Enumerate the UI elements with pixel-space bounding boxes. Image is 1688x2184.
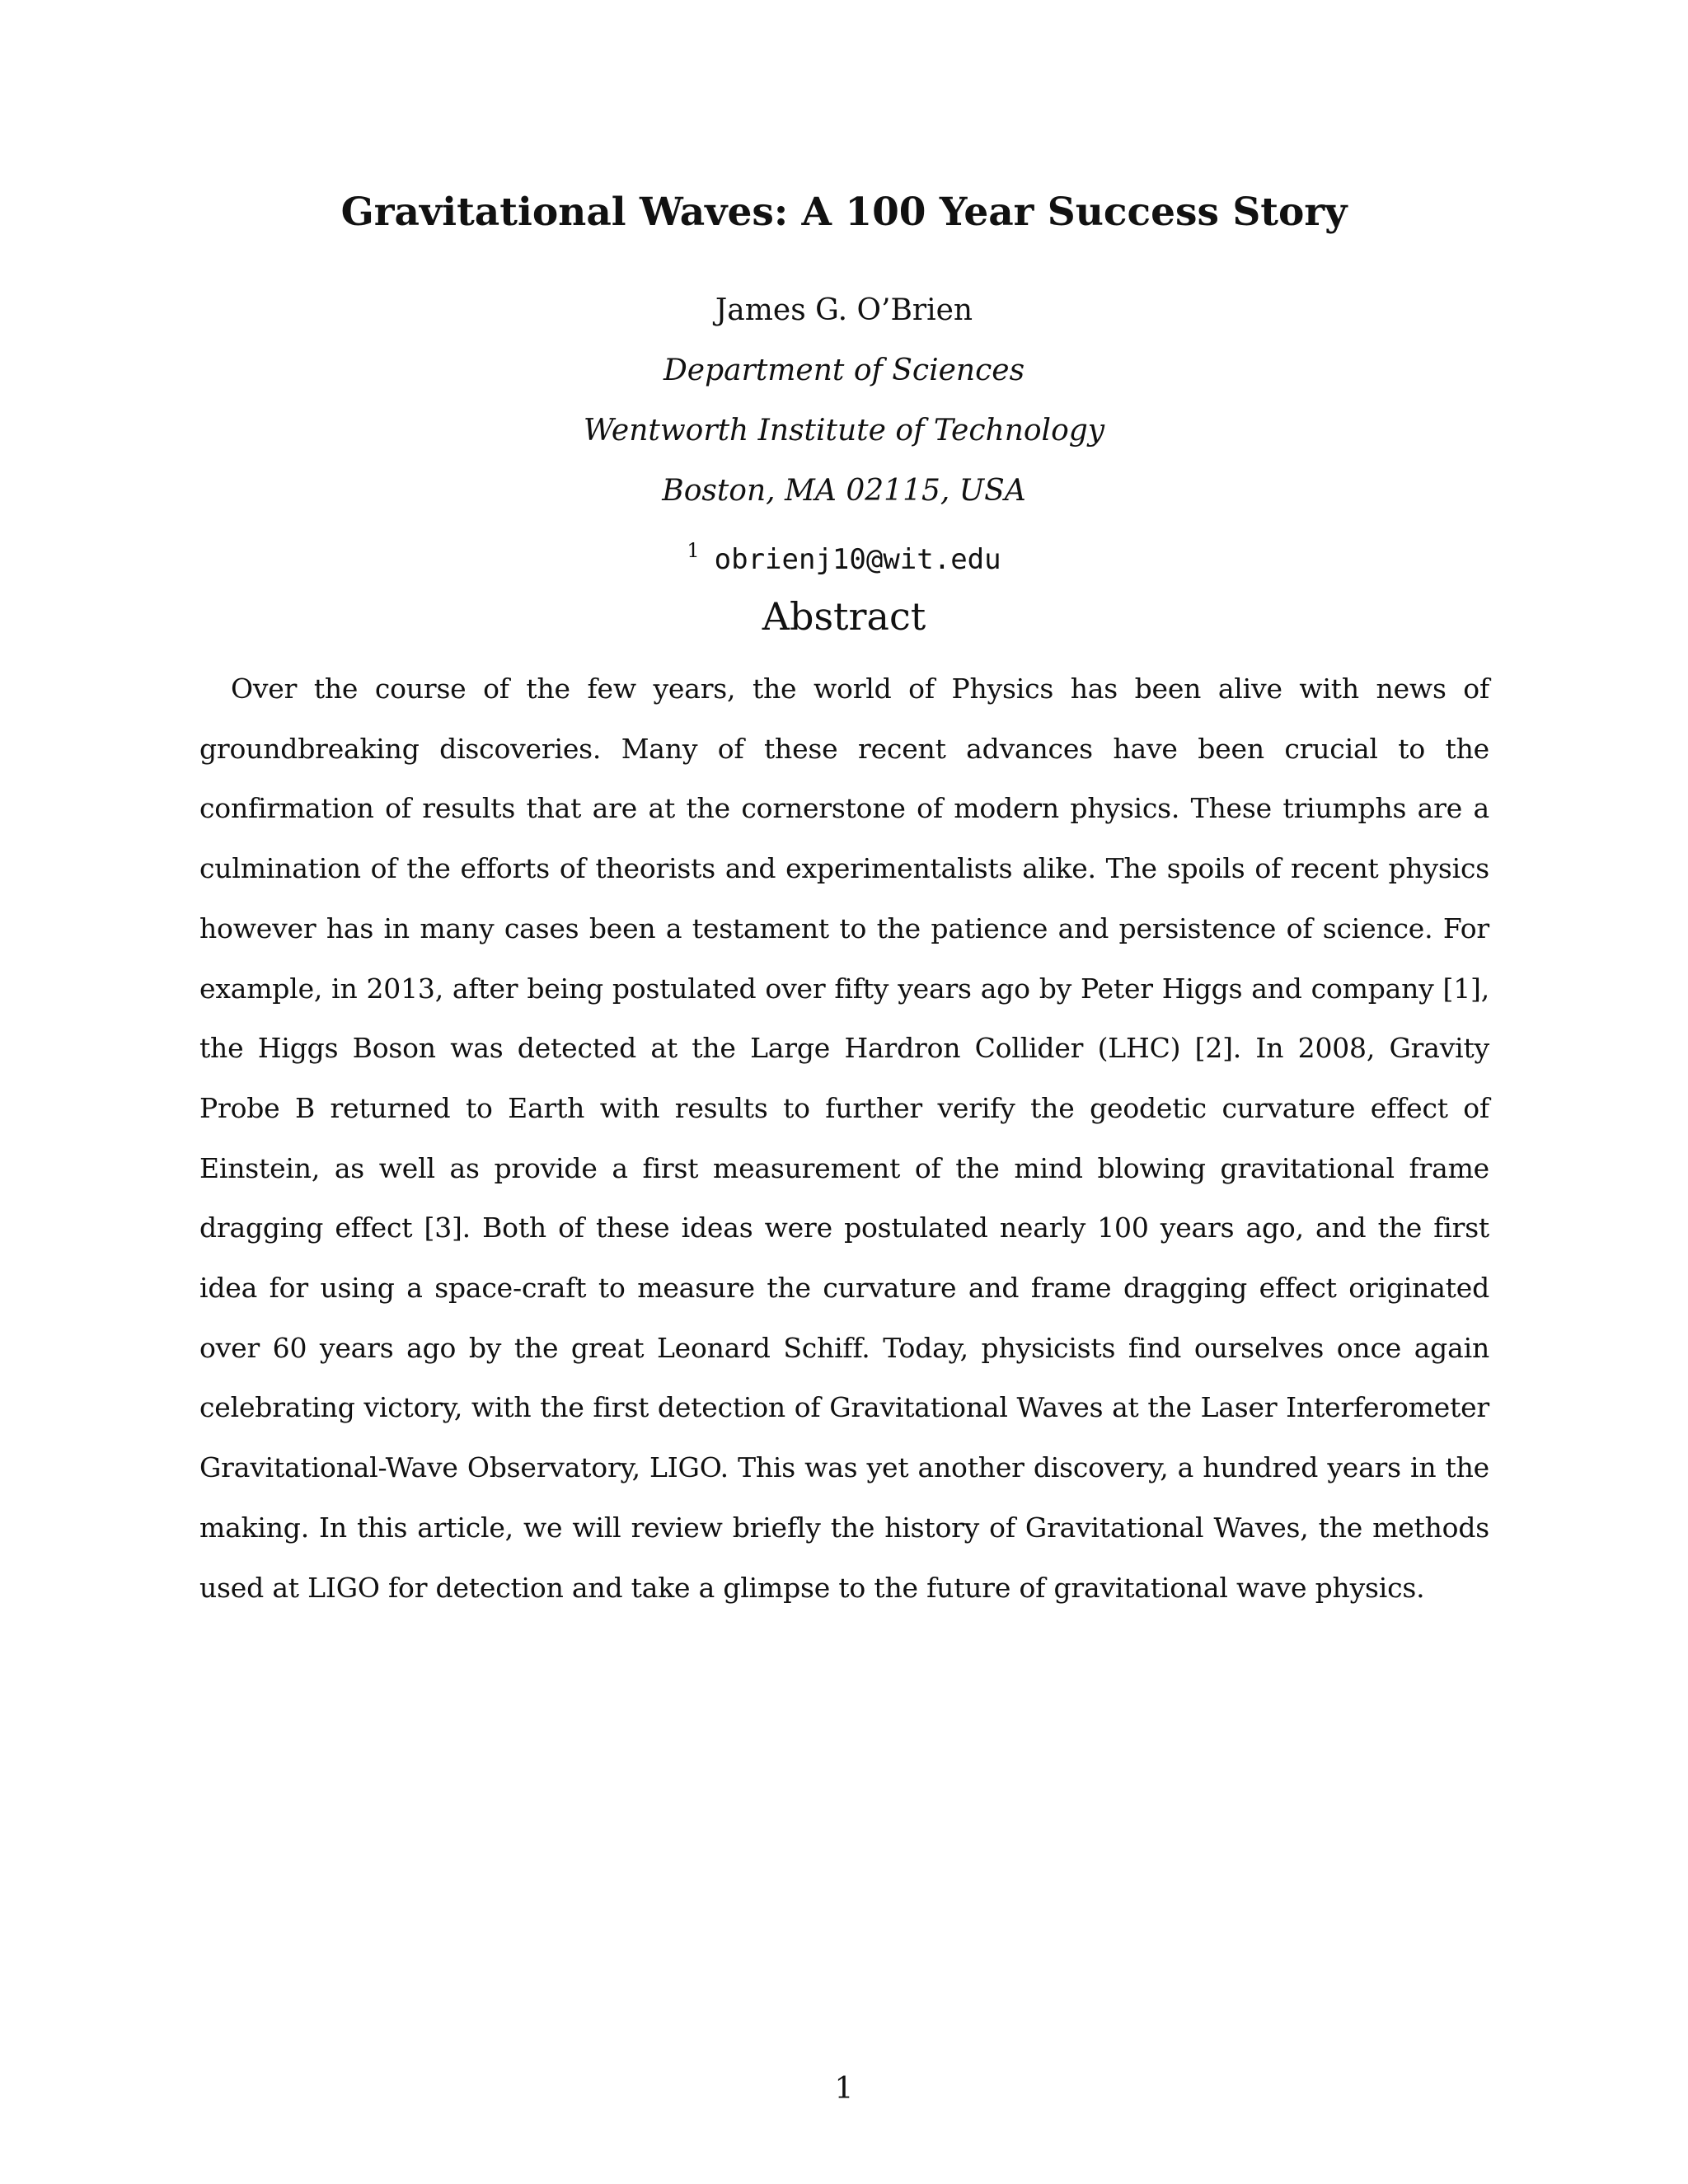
author-email-line (0, 521, 1688, 581)
paper-title: Gravitational Waves: A 100 Year Success Story (340, 190, 1348, 235)
page-number: 1 (834, 2072, 854, 2106)
abstract-heading: Abstract (762, 594, 926, 639)
abstract-text: Over the course of the few years, the world of Physics has been alive with news of groundbreaking discoveries. Many of these recent advances have been crucial to the confirmation of results that are at the cornerstone of modern physics. These triumphs are a culmination of the efforts of theorists and experimentalists alike. The spoils of recent physics however has in many cases been a testament to the patience and persistence of science. For example, in 2013, after being postulated over fifty years ago by Peter Higgs and company [1], the Higgs Boson was detected at the Large Hardron Collider (LHC) [2]. In 2008, Gravity Probe B returned to Earth with results to further verify the geodetic curvature effect of Einstein, as well as provide a first measurement of the mind blowing gravitational frame dragging effect [3]. Both of these ideas were postulated nearly 100 years ago, and the first idea for using a space-craft to measure the curvature and frame dragging effect originated over 60 years ago by the great Leonard Schiff. Today, physicists find ourselves once again celebrating victory, with the first detection of Gravitational Waves at the Laser Interferometer Gravitational-Wave Observatory, LIGO. This was yet another discovery, a hundred years in the making. In this article, we will review briefly the history of Gravitational Waves, the methods used at LIGO for detection and take a glimpse to the future of gravitational wave physics. (199, 673, 1489, 1604)
author-email: obrienj10@wit.edu (714, 543, 1001, 576)
footnote-mark: 1 (687, 539, 700, 562)
author-block (0, 280, 1688, 581)
author-institution: Wentworth Institute of Technology (583, 414, 1105, 448)
author-department: Department of Sciences (663, 354, 1025, 387)
author-name: James G. O’Brien (715, 293, 973, 327)
author-location: Boston, MA 02115, USA (662, 474, 1026, 508)
